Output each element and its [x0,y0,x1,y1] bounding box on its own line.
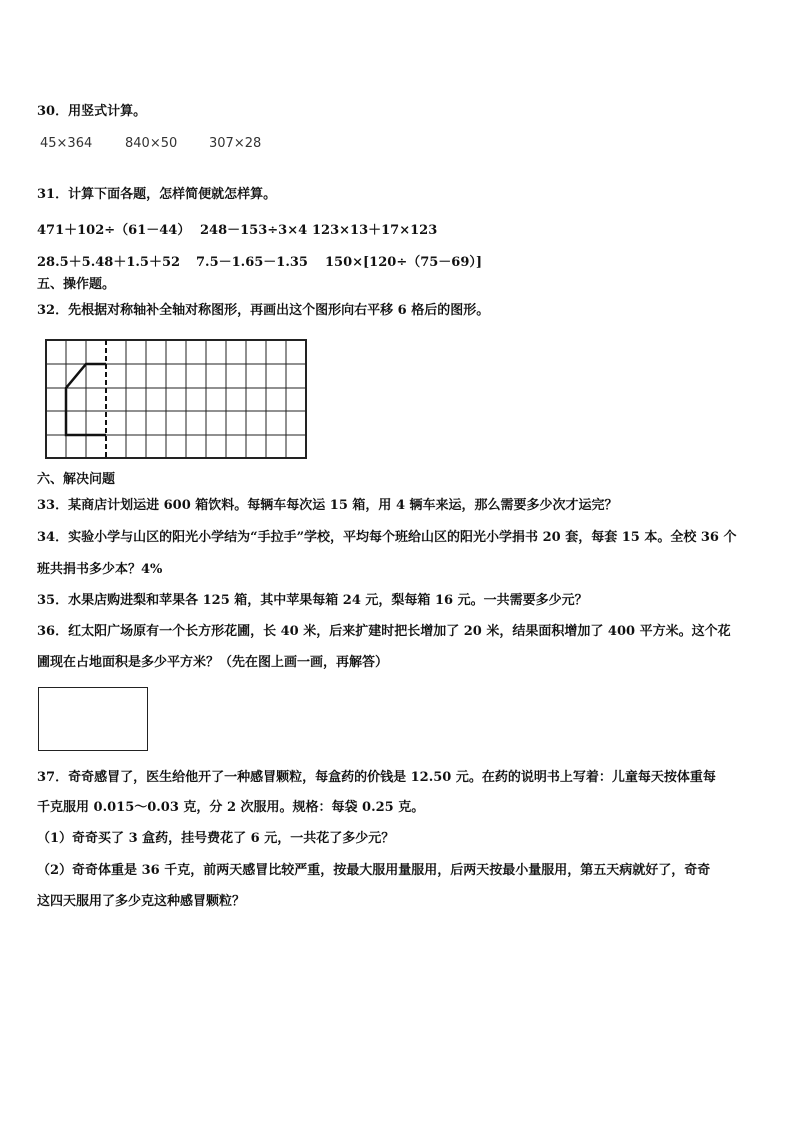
q36-rectangle-figure [38,687,148,751]
q32-grid-figure [40,334,312,464]
q30-item-1: 45×364 [40,136,93,151]
section-6-heading: 六、解决问题 [37,472,116,487]
q30-item-2: 840×50 [125,136,178,151]
q31-row1-item-2: 248－153÷3×4 [200,223,308,238]
q37-line-1: 37．奇奇感冒了，医生给他开了一种感冒颗粒，每盒药的价钱是 12.50 元。在药的说明书上写着：儿童每天按体重每 [37,770,716,785]
q31-row2 [0,251,794,269]
q30-title: 30．用竖式计算。 [37,104,147,119]
q34-line-2: 班共捐书多少本？4% [37,562,163,577]
q30-expressions [0,136,794,154]
q32-title: 32．先根据对称轴补全轴对称图形，再画出这个图形向右平移 6 格后的图形。 [37,303,490,318]
q34-line-1: 34．实验小学与山区的阳光小学结为“手拉手”学校，平均每个班给山区的阳光小学捐书 20 套，每套 15 本。全校 36 个 [37,530,737,545]
q33-text: 33．某商店计划运进 600 箱饮料。每辆车每次运 15 箱，用 4 辆车来运，那么需要多少次才运完？ [37,498,618,513]
grid-lines [46,340,306,458]
q31-row1-item-3: 123×13＋17×123 [312,223,438,238]
q31-row2-item-3: 150×[120÷（75－69）] [325,255,483,270]
q30-item-3: 307×28 [209,136,262,151]
q36-line-1: 36．红太阳广场原有一个长方形花圃，长 40 米，后来扩建时把长增加了 20 米，结果面积增加了 400 平方米。这个花 [37,624,731,639]
q31-row1 [0,219,794,237]
q31-row1-item-1: 471＋102÷（61－44） [37,223,191,238]
q31-row2-item-1: 28.5＋5.48＋1.5＋52 [37,255,181,270]
q37-line-2: 千克服用 0.015～0.03 克，分 2 次服用。规格：每袋 0.25 克。 [37,800,425,815]
q37-sub-2-line-1: （2）奇奇体重是 36 千克，前两天感冒比较严重，按最大服用量服用，后两天按最小量服用，第五天病就好了，奇奇 [37,863,711,878]
q31-row2-item-2: 7.5－1.65－1.35 [196,255,308,270]
section-5-heading: 五、操作题。 [37,277,116,292]
q37-sub-1: （1）奇奇买了 3 盒药，挂号费花了 6 元，一共花了多少元？ [37,831,395,846]
q36-line-2: 圃现在占地面积是多少平方米？（先在图上画一画，再解答） [37,655,389,670]
q37-sub-2-line-2: 这四天服用了多少克这种感冒颗粒？ [37,894,246,909]
q35-text: 35．水果店购进梨和苹果各 125 箱，其中苹果每箱 24 元，梨每箱 16 元。一共需要多少元？ [37,593,588,608]
q31-title: 31．计算下面各题，怎样简便就怎样算。 [37,187,277,202]
